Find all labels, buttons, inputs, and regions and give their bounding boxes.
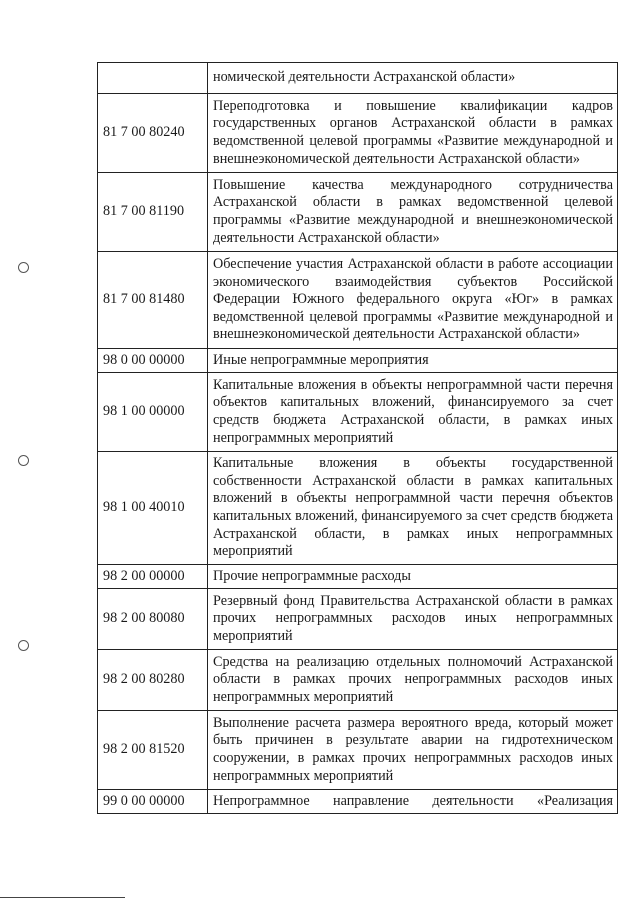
table-row xyxy=(98,711,618,790)
row-description: Прочие непрограммные расходы xyxy=(208,565,618,589)
row-code: 98 1 00 40010 xyxy=(98,452,208,565)
row-code xyxy=(98,63,208,94)
table-row xyxy=(98,349,618,373)
row-code: 98 0 00 00000 xyxy=(98,349,208,373)
row-description: Средства на реализацию отдельных полномочий Астраханской области в рамках прочих непрограммных расходов иных непрограммных мероприятий xyxy=(208,650,618,711)
table-row xyxy=(98,63,618,94)
row-code: 81 7 00 80240 xyxy=(98,94,208,173)
row-description: Резервный фонд Правительства Астраханской области в рамках прочих непрограммных расходов иных непрограммных мероприятий xyxy=(208,589,618,650)
row-description: Переподготовка и повышение квалификации кадров государственных органов Астраханской области в рамках ведомственной целевой программы «Развитие международной и внешнеэкономической деятельности Астраханской области» xyxy=(208,94,618,173)
footnote-rule xyxy=(0,897,125,898)
table-row xyxy=(98,565,618,589)
table-row xyxy=(98,452,618,565)
row-description: Непрограммное направление деятельности «Реализация xyxy=(208,790,618,814)
table-row xyxy=(98,589,618,650)
row-code: 98 2 00 80080 xyxy=(98,589,208,650)
table-row xyxy=(98,650,618,711)
binder-hole-mark xyxy=(18,262,29,273)
row-description: Выполнение расчета размера вероятного вреда, который может быть причинен в результате аварии на гидротехническом сооружении, в рамках прочих непрограммных расходов иных непрограммных мероприятий xyxy=(208,711,618,790)
row-description: Иные непрограммные мероприятия xyxy=(208,349,618,373)
table-row xyxy=(98,790,618,814)
budget-classification-table xyxy=(97,62,618,814)
row-code: 98 2 00 80280 xyxy=(98,650,208,711)
row-description: Обеспечение участия Астраханской области в работе ассоциации экономического взаимодействия субъектов Российской Федерации Южного федерального округа «Юг» в рамках ведомственной целевой программы «Развитие международной и внешнеэкономической деятельности Астраханской области» xyxy=(208,252,618,349)
row-description: Капитальные вложения в объекты государственной собственности Астраханской области в рамках капитальных вложений в объекты непрограммной части перечня объектов капитальных вложений, финансируемого за счет средств бюджета Астраханской области, в рамках иных непрограммных мероприятий xyxy=(208,452,618,565)
row-code: 81 7 00 81190 xyxy=(98,173,208,252)
binder-hole-mark xyxy=(18,640,29,651)
row-code: 99 0 00 00000 xyxy=(98,790,208,814)
binder-hole-mark xyxy=(18,455,29,466)
table-row xyxy=(98,173,618,252)
table-row xyxy=(98,94,618,173)
row-code: 98 2 00 81520 xyxy=(98,711,208,790)
row-description: Капитальные вложения в объекты непрограммной части перечня объектов капитальных вложений, финансируемого за счет средств бюджета Астраханской области, в рамках иных непрограммных мероприятий xyxy=(208,373,618,452)
table-row xyxy=(98,252,618,349)
row-description: Повышение качества международного сотрудничества Астраханской области в рамках ведомственной целевой программы «Развитие международной и внешнеэкономической деятельности Астраханской области» xyxy=(208,173,618,252)
table-row xyxy=(98,373,618,452)
row-code: 81 7 00 81480 xyxy=(98,252,208,349)
row-description: номической деятельности Астраханской области» xyxy=(208,63,618,94)
row-code: 98 2 00 00000 xyxy=(98,565,208,589)
row-code: 98 1 00 00000 xyxy=(98,373,208,452)
